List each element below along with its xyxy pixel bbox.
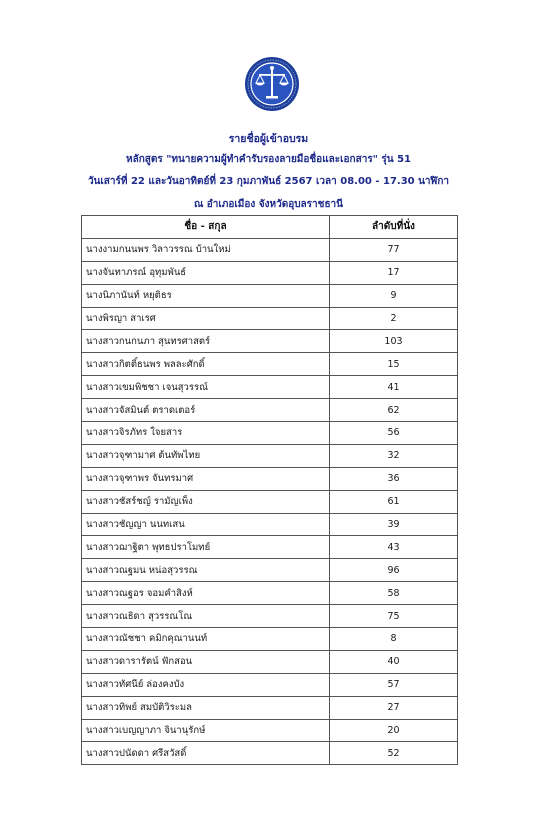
attendee-name: นางสาวชัญญา นนทเสน (82, 513, 330, 536)
course-title: หลักสูตร "ทนายความผู้ทำคำรับรองลายมือชื่อและเอกสาร" รุ่น 51 (126, 154, 411, 165)
table-row (82, 742, 458, 765)
attendee-name: นางนิภานันท์ หยุติธร (82, 284, 330, 307)
attendee-name: นางสาวทิพย์ สมบัติวิระมล (82, 696, 330, 719)
table-row (82, 605, 458, 628)
attendee-name: นางสาวปนัดดา ศรีสวัสดิ์ (82, 742, 330, 765)
attendee-name: นางสาวดารารัตน์ ฟักสอน (82, 650, 330, 673)
attendee-name: นางสาวทัศนีย์ ล่องคงบัง (82, 673, 330, 696)
schedule-line: วันเสาร์ที่ 22 และวันอาทิตย์ที่ 23 กุมภาพันธ์ 2567 เวลา 08.00 - 17.30 นาฬิกา (87, 176, 450, 187)
seat-number: 56 (330, 422, 458, 445)
seat-number: 32 (330, 444, 458, 467)
attendee-name: นางพิรญา สาเรศ (82, 307, 330, 330)
seat-number: 61 (330, 490, 458, 513)
seat-number: 43 (330, 536, 458, 559)
attendee-name: นางสาวณธิดา สุวรรณโณ (82, 605, 330, 628)
attendee-name: นางสาวเขมพิชชา เจนสุวรรณ์ (82, 376, 330, 399)
attendee-name: นางสาวจุฑาพร จันทรมาศ (82, 467, 330, 490)
table-row (82, 467, 458, 490)
attendee-name: นางสาวจัสมินต์ ตราดเตอร์ (82, 399, 330, 422)
seat-number: 40 (330, 650, 458, 673)
seat-number: 57 (330, 673, 458, 696)
attendee-name: นางงามกนนพร วิลาวรรณ บ้านใหม่ (82, 238, 330, 261)
table-row (82, 330, 458, 353)
seat-number: 36 (330, 467, 458, 490)
table-row (82, 650, 458, 673)
column-header-seat: ลำดับที่นั่ง (330, 216, 458, 239)
table-row (82, 376, 458, 399)
table-row (82, 673, 458, 696)
table-row (82, 628, 458, 651)
attendee-name: นางสาวจิรภัทร ใจยสาร (82, 422, 330, 445)
column-header-name: ชื่อ - สกุล (82, 216, 330, 239)
table-header-row (82, 216, 458, 239)
seat-number: 2 (330, 307, 458, 330)
table-row (82, 238, 458, 261)
attendee-name: นางสาวณฐมน หน่อสุวรรณ (82, 559, 330, 582)
attendee-name: นางสาวฌาฐิตา พุทธปราโมทย์ (82, 536, 330, 559)
table-row (82, 490, 458, 513)
table-row (82, 399, 458, 422)
seat-number: 41 (330, 376, 458, 399)
table-row (82, 559, 458, 582)
attendee-name: นางจันทาภรณ์ อุทุมพันธ์ (82, 261, 330, 284)
seat-number: 27 (330, 696, 458, 719)
seat-number: 52 (330, 742, 458, 765)
seat-number: 96 (330, 559, 458, 582)
seat-number: 15 (330, 353, 458, 376)
seat-number: 9 (330, 284, 458, 307)
scales-of-justice-icon (244, 56, 300, 112)
location-line: ณ อำเภอเมือง จังหวัดอุบลราชธานี (193, 199, 344, 210)
seat-number: 8 (330, 628, 458, 651)
seat-number: 39 (330, 513, 458, 536)
table-row (82, 307, 458, 330)
seat-number: 20 (330, 719, 458, 742)
table-row (82, 353, 458, 376)
table-row (82, 696, 458, 719)
attendee-name: นางสาวณฐอร จอมคำสิงห์ (82, 582, 330, 605)
table-row (82, 261, 458, 284)
seat-number: 75 (330, 605, 458, 628)
table-row (82, 444, 458, 467)
table-row (82, 582, 458, 605)
table-row (82, 536, 458, 559)
attendee-name: นางสาวกนกนภา สุนทรศาสตร์ (82, 330, 330, 353)
attendee-name: นางสาวจุฑามาศ ต้นทัพไทย (82, 444, 330, 467)
document-title: รายชื่อผู้เข้าอบรม (228, 133, 309, 145)
table-row (82, 719, 458, 742)
attendee-name: นางสาวณัชชา คมิกคุณานนท์ (82, 628, 330, 651)
seat-number: 58 (330, 582, 458, 605)
seat-number: 103 (330, 330, 458, 353)
table-row (82, 422, 458, 445)
table-row (82, 284, 458, 307)
seat-number: 77 (330, 238, 458, 261)
seat-number: 62 (330, 399, 458, 422)
seat-number: 17 (330, 261, 458, 284)
attendee-name: นางสาวชัสร์ชญ์ รามัญเพ็ง (82, 490, 330, 513)
council-logo (244, 56, 300, 112)
attendee-name: นางสาวกิตติ์ธนพร พลละศักดิ์ (82, 353, 330, 376)
attendee-name: นางสาวเบญญาภา จินานุรักษ์ (82, 719, 330, 742)
table-row (82, 513, 458, 536)
attendee-table (81, 215, 458, 765)
